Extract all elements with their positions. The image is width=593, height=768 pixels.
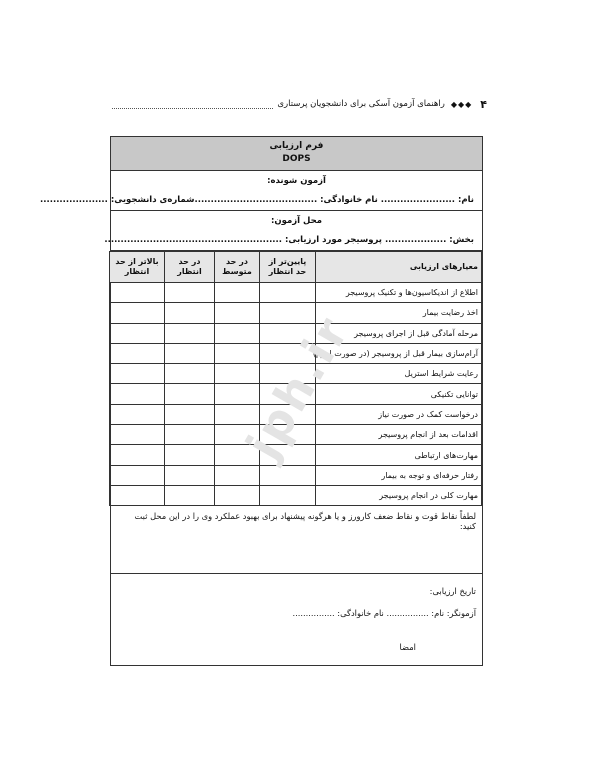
form-title: فرم ارزیابی (269, 141, 324, 151)
col-header-above: بالاتر از حد انتظار (110, 252, 165, 283)
criterion-label: رعایت شرایط استریل (316, 364, 482, 384)
name-field[interactable]: نام: ....................... نام خانوادگی: ...................................... (194, 195, 474, 205)
rating-cell-average[interactable] (215, 343, 260, 363)
rating-cell-average[interactable] (215, 283, 260, 303)
criterion-label: رفتار حرفه‌ای و توجه به بیمار (316, 465, 482, 485)
rating-cell-expected[interactable] (165, 404, 215, 424)
col-header-average: در حد متوسط (215, 252, 260, 283)
table-row (110, 283, 482, 303)
table-row (110, 303, 482, 323)
criterion-label: اقدامات بعد از انجام پروسیجر (316, 425, 482, 445)
criterion-label: مهارت‌های ارتباطی (316, 445, 482, 465)
rating-cell-above[interactable] (110, 343, 165, 363)
col-header-criteria: معیارهای ارزیابی (316, 252, 482, 283)
form-title-band (111, 137, 482, 171)
rating-cell-above[interactable] (110, 465, 165, 485)
rating-cell-above[interactable] (110, 303, 165, 323)
rating-cell-above[interactable] (110, 445, 165, 465)
examiner-name-field[interactable]: آزمونگر: نام: ................ نام خانوادگی: ................ (292, 608, 476, 619)
diamond-ornament-icon: ◆◆◆ (450, 99, 473, 109)
criterion-label: مهارت کلی در انجام پروسیجر (316, 485, 482, 505)
rating-cell-expected[interactable] (165, 485, 215, 505)
rating-cell-below[interactable] (260, 485, 316, 505)
rating-cell-average[interactable] (215, 485, 260, 505)
notes-prompt: لطفاً نقاط قوت و نقاط ضعف کارورز و یا هرگونه پیشنهاد برای بهبود عملکرد وی را در این محل ثبت کنید: (134, 511, 476, 532)
criterion-label: اخذ رضایت بیمار (316, 303, 482, 323)
table-row (110, 465, 482, 485)
rating-cell-expected[interactable] (165, 323, 215, 343)
rating-cell-average[interactable] (215, 323, 260, 343)
signature-section (111, 574, 482, 664)
running-header (112, 96, 487, 112)
rating-cell-above[interactable] (110, 323, 165, 343)
examinee-heading: آزمون شونده: (267, 176, 326, 186)
rating-cell-expected[interactable] (165, 465, 215, 485)
examinee-section (40, 171, 482, 211)
criterion-label: اطلاع از اندیکاسیون‌ها و تکنیک پروسیجر (316, 283, 482, 303)
dotted-leader (112, 100, 273, 109)
rating-cell-below[interactable] (260, 465, 316, 485)
col-header-below: پایین‌تر از حد انتظار (260, 252, 316, 283)
rating-cell-above[interactable] (110, 364, 165, 384)
rating-cell-expected[interactable] (165, 283, 215, 303)
rating-cell-average[interactable] (215, 465, 260, 485)
rating-cell-below[interactable] (260, 283, 316, 303)
criterion-label: توانایی تکنیکی (316, 384, 482, 404)
rating-cell-average[interactable] (215, 364, 260, 384)
signature-label: امضا (399, 642, 416, 653)
criterion-label: مرحله آمادگی قبل از اجرای پروسیجر (316, 323, 482, 343)
notes-box[interactable] (111, 506, 482, 574)
running-title: راهنمای آزمون آسکی برای دانشجویان پرستاری (277, 99, 445, 109)
student-number-field[interactable]: شماره‌ی دانشجویی: ..................... (40, 195, 195, 205)
col-header-expected: در حد انتظار (165, 252, 215, 283)
rating-cell-expected[interactable] (165, 445, 215, 465)
rating-cell-above[interactable] (110, 485, 165, 505)
form-subtitle: DOPS (282, 154, 311, 164)
evaluation-date-field[interactable]: تاریخ ارزیابی: (429, 586, 476, 597)
table-header-row (110, 252, 482, 283)
location-heading: محل آزمون: (271, 216, 322, 226)
criterion-label: آرام‌سازی بیمار قبل از پروسیجر (در صورت لزوم) (316, 343, 482, 363)
rating-cell-expected[interactable] (165, 303, 215, 323)
page-number: ۴ (480, 97, 487, 111)
criterion-label: درخواست کمک در صورت نیاز (316, 404, 482, 424)
rating-cell-expected[interactable] (165, 364, 215, 384)
table-row (110, 445, 482, 465)
rating-cell-average[interactable] (215, 384, 260, 404)
table-row (110, 485, 482, 505)
rating-cell-expected[interactable] (165, 384, 215, 404)
rating-cell-average[interactable] (215, 303, 260, 323)
rating-cell-expected[interactable] (165, 343, 215, 363)
rating-cell-above[interactable] (110, 283, 165, 303)
rating-cell-expected[interactable] (165, 425, 215, 445)
rating-cell-above[interactable] (110, 425, 165, 445)
signature-field[interactable] (117, 636, 476, 658)
site-watermark: jph.ir (235, 306, 360, 468)
rating-cell-above[interactable] (110, 384, 165, 404)
rating-cell-above[interactable] (110, 404, 165, 424)
ward-procedure-field[interactable]: بخش: ................... پروسیجر مورد ارزیابی: ....................................................... (104, 235, 474, 245)
location-section (104, 211, 482, 251)
